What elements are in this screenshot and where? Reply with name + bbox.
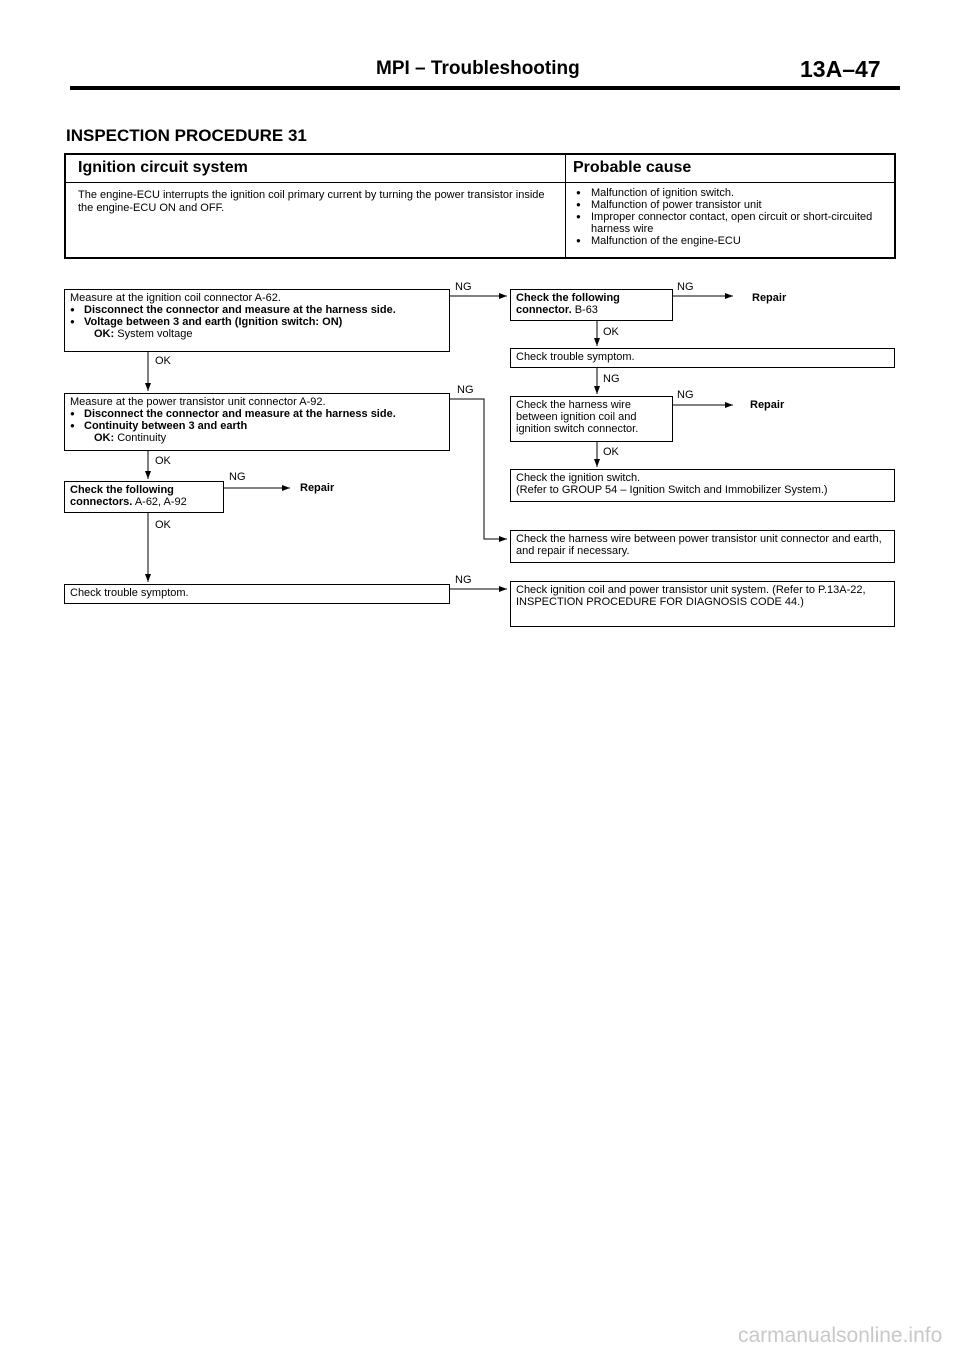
page-header-title: MPI – Troubleshooting <box>376 58 580 79</box>
step-text: Check the harness wire between power transistor unit connector and earth, and repair if necessary. <box>516 533 882 557</box>
ok-label: OK <box>603 326 619 338</box>
ok-label: OK <box>603 446 619 458</box>
step-reference: (Refer to GROUP 54 – Ignition Switch and Immobilizer System.) <box>516 484 828 496</box>
step-bullet: ● Disconnect the connector and measure at the harness side. <box>70 408 444 420</box>
repair-label: Repair <box>750 399 785 411</box>
table-header-system: Ignition circuit system <box>78 159 248 176</box>
ng-label: NG <box>455 574 472 586</box>
ok-label: OK <box>155 355 171 367</box>
ng-arrow <box>450 399 507 539</box>
step-text: Measure at the power transistor unit connector A-92. <box>70 396 326 408</box>
ng-label: NG <box>677 281 694 293</box>
ng-label: NG <box>455 281 472 293</box>
cause-item: ● Malfunction of ignition switch. <box>573 187 891 199</box>
ok-criteria-value: System voltage <box>117 328 193 340</box>
connector-ids: B-63 <box>574 304 598 316</box>
step-text-bold: Check the following connectors. <box>70 484 174 508</box>
ok-criteria-label: OK: <box>94 328 115 340</box>
table-header-cause: Probable cause <box>573 159 692 176</box>
step-text: Check trouble symptom. <box>516 351 635 363</box>
step-text-bold: Check the following connector. <box>516 292 620 316</box>
step-text: Check the harness wire between ignition coil and ignition switch connector. <box>516 399 639 435</box>
ok-criteria-value: Continuity <box>117 432 167 444</box>
cause-item: ● Malfunction of the engine-ECU <box>573 235 891 247</box>
step-text: Check ignition coil and power transistor unit system. (Refer to P.13A-22, INSPECTION PROCEDURE FOR DIAGNOSIS CODE 44.) <box>516 584 866 608</box>
cause-item: ● Improper connector contact, open circuit or short-circuited harness wire <box>573 211 891 235</box>
step-text: Measure at the ignition coil connector A-62. <box>70 292 281 304</box>
ok-criteria-label: OK: <box>94 432 115 444</box>
repair-label: Repair <box>300 482 335 494</box>
ng-label: NG <box>457 384 474 396</box>
ok-label: OK <box>155 519 171 531</box>
ng-label: NG <box>229 471 246 483</box>
cause-item: ● Malfunction of power transistor unit <box>573 199 891 211</box>
page-number: 13A–47 <box>800 56 881 82</box>
ng-label: NG <box>677 389 694 401</box>
system-description: The engine-ECU interrupts the ignition coil primary current by turning the power transistor inside the engine-ECU ON and OFF. <box>78 189 545 214</box>
step-text: Check trouble symptom. <box>70 587 189 599</box>
step-bullet: ● Continuity between 3 and earth <box>70 420 444 432</box>
ng-label: NG <box>603 373 620 385</box>
site-watermark: carmanualsonline.info <box>738 1324 943 1347</box>
step-bullet: ● Disconnect the connector and measure at the harness side. <box>70 304 444 316</box>
step-text: Check the ignition switch. <box>516 472 641 484</box>
connector-ids: A-62, A-92 <box>134 496 187 508</box>
section-title: INSPECTION PROCEDURE 31 <box>66 126 307 145</box>
ok-label: OK <box>155 455 171 467</box>
repair-label: Repair <box>752 292 787 304</box>
step-bullet: ● Voltage between 3 and earth (Ignition switch: ON) <box>70 316 444 328</box>
